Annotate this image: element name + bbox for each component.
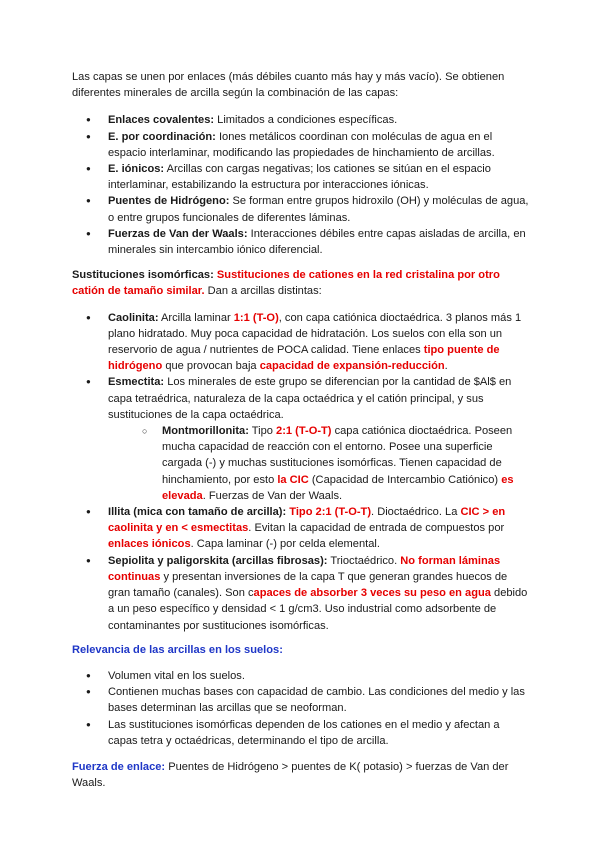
list-item: ● E. iónicos: Arcillas con cargas negativas; los cationes se sitúan en el espacio interlaminar, estabilizando la estructura por interacciones iónicas. <box>72 161 532 193</box>
list-item: ● Contienen muchas bases con capacidad de cambio. Las condiciones del medio y las bases determinan las arcillas que se neoforman. <box>72 684 532 716</box>
list-item: ● Enlaces covalentes: Limitados a condiciones específicas. <box>72 112 532 128</box>
list-item: ● Puentes de Hidrógeno: Se forman entre grupos hidroxilo (OH) y moléculas de agua, o entre grupos funcionales de diferentes láminas. <box>72 193 532 225</box>
intro-paragraph: Las capas se unen por enlaces (más débiles cuanto más hay y más vacío). Se obtienen diferentes minerales de arcilla según la combinación de las capas: <box>72 71 505 100</box>
isomorphic-substitution-paragraph: Sustituciones isomórficas: Sustituciones de cationes en la red cristalina por otro catión de tamaño similar. Dan a arcillas distintas: <box>72 269 500 298</box>
esmectita-sublist <box>108 423 532 504</box>
relevance-heading: Relevancia de las arcillas en los suelos: <box>72 643 283 656</box>
list-item: ● Las sustituciones isomórficas dependen de los cationes en el medio y afectan a capas tetra y octaédricas, determinando el tipo de arcilla. <box>72 717 532 749</box>
list-item-esmectita: ● Esmectita: Los minerales de este grupo se diferencian por la cantidad de $Al$ en capa tetraédrica, naturaleza de la capa octaédrica y el catión principal, y sus sustituciones de la capa octaédrica. ○ Montmorillonita: Tipo 2:1 (T-O-T) capa catiónica dioctaédrica. Poseen mucha capacidad de reacción con el entorno. Posee una superficie cargada (-) y muchas sustituciones isomórficas. Tienen capacidad de hinchamiento, por esto la CIC (Capacidad de Intercambio Catiónico) es elevada. Fuerzas de Van der Waals. <box>72 374 532 504</box>
document-page <box>72 69 532 791</box>
bond-strength-paragraph: Fuerza de enlace: Puentes de Hidrógeno > puentes de K( potasio) > fuerzas de Van der Waals. <box>72 760 509 790</box>
list-item: ● Volumen vital en los suelos. <box>72 668 532 684</box>
list-item-caolinita: ● Caolinita: Arcilla laminar 1:1 (T-O), con capa catiónica dioctaédrica. 3 planos más 1 plano hidratado. Muy poca capacidad de hidratación. Los suelos con ella son un reservorio de agua / nutrientes de POCA calidad. Tiene enlaces tipo puente de hidrógeno que provocan baja capacidad de expansión-reducción. <box>72 310 532 375</box>
section-term: Fuerza de enlace: <box>72 760 166 773</box>
list-item: ● E. por coordinación: Iones metálicos coordinan con moléculas de agua en el espacio interlaminar, modificando las propiedades de hinchamiento de arcillas. <box>72 129 532 161</box>
list-item-sepiolita: ● Sepiolita y paligorskita (arcillas fibrosas): Trioctaédrico. No forman láminas continuas y presentan inversiones de la capa T que generan grandes huecos de gran tamaño (canales). Son capaces de absorber 3 veces su peso en agua debido a un peso específico y densidad < 1 g/cm3. Uso industrial como adsorbente de contaminantes por sustituciones isomórficas. <box>72 553 532 634</box>
relevance-list <box>72 668 532 749</box>
list-item-illita: ● Illita (mica con tamaño de arcilla): Tipo 2:1 (T-O-T). Dioctaédrico. La CIC > en caolinita y en < esmectitas. Evitan la capacidad de entrada de compuestos por enlaces iónicos. Capa laminar (-) por celda elemental. <box>72 504 532 553</box>
section-term: Sustituciones isomórficas: <box>72 269 214 282</box>
bond-types-list <box>72 112 532 258</box>
clay-types-list <box>72 310 532 634</box>
list-item-montmorillonita: ○ Montmorillonita: Tipo 2:1 (T-O-T) capa catiónica dioctaédrica. Poseen mucha capacidad de reacción con el entorno. Posee una superficie cargada (-) y muchas sustituciones isomórficas. Tienen capacidad de hinchamiento, por esto la CIC (Capacidad de Intercambio Catiónico) es elevada. Fuerzas de Van der Waals. <box>108 423 532 504</box>
list-item: ● Fuerzas de Van der Waals: Interacciones débiles entre capas aisladas de arcilla, en minerales sin intercambio iónico diferencial. <box>72 226 532 258</box>
